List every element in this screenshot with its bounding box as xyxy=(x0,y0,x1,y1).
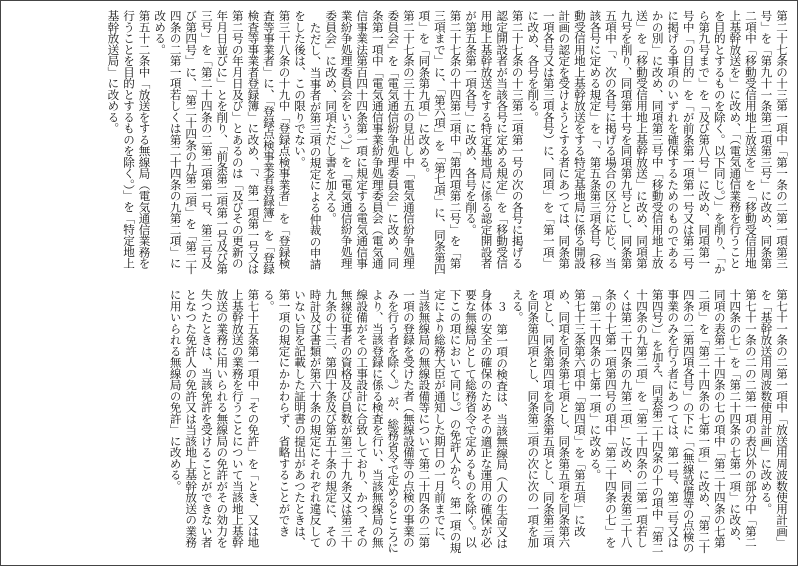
lower-text-block xyxy=(13,289,789,557)
upper-text-block xyxy=(13,10,789,275)
paragraph: 第七十三条第六項中「第四項」を「第五項」に改め、同項を同条第七項とし、同条第五項を同条第六項とし、同条第四項を同条第五項とし、同条第三項を同条第四項とし、同条第二項の次に次の一項を加える。 xyxy=(510,289,587,548)
added-clause: ３ 第一項の検査は、当該無線局（人の生命又は身体の安全の確保のためその適正な運用の確保が必要な無線局として総務省令で定めるものを除く。以下この項において同じ。）の免許人から、第一項の規定により総務大臣が通知した期日の一月前までに、当該無線局の無線設備等について第二十四条の二第一項の登録を受けた者（無線設備等の点検の事業のみを行う者を除く。）が、総務省令で定めるところにより、当該登録に係る検査を行い、当該無線局の無線設備がその工事設計に合致しており、かつ、その無線従事者の資格及び員数が第三十九条又は第三十九条の十三、第四十条及び第五十条の規定に、その時計及び書類が第六十条の規定にそれぞれ違反していない旨を記載した証明書の提出があつたときは、第一項の規定にかかわらず、省略することができる。 xyxy=(261,289,510,554)
paragraph: 第二十七条の十三第一項中「第一条の二第一項第三号」を「第九十一条第二項第三号」に改め、同条第二項中「移動受信用地上放送を」を「移動受信用地上基幹放送を」に改め、「（電気通信業務を行うことを目的とするものを除く。以下同じ。）」を削り、「から第九号まで」を「及び第八号」に改め、同項第一号中「の目的」を「が前条第一項第一号又は第二号に掲げる事項のいずれを確保するためのものであるかの別」に改め、同項第三号中「移動受信用地上放送」を「移動受信用地上基幹放送」に改め、同項第九号を削り、同項第十号を同項第九号とし、同条第五項中「、次の各号に掲げる場合の区分に応じ、当該各号に定める規定」を「、第五条第三項各号（移動受信用地上基幹放送をする特定基地局に係る開設計画の認定を受けようとする者にあつては、同条第一項各号又は第三項各号）に、同項」を「第一項」に改め、各号を削る。 xyxy=(526,10,789,274)
paragraph: 第七十五条第一項中「その免許」を「とき、又は地上基幹放送の業務を行うことについて当該地上基幹放送の業務に用いられる無線局の免許がその効力を失つたときは、当該免許を受けることができない者となつた免許人の免許又は当該地上基幹放送の業務に用いられる無線局の免許」に改める。 xyxy=(168,289,261,548)
paragraph: 第二十七条の三十五の見出し中「電気通信紛争処理委員会」を「電気通信紛争処理委員会」に改め、同条第一項中「電気通信事業紛争処理委員会（電気通信事業法第百四十四条第一項に規定する電気通信事業紛争処理委員会をいう。）」を「電気通信紛争処理委員会」に改め、同項ただし書を加える。 xyxy=(324,10,416,269)
paragraph: 第七十一条の二第一項中「放送用周波数使用計画」を「基幹放送用周波数使用計画」に改める。 xyxy=(759,289,789,548)
paragraph: 第七十一条の二の二第一項の表以外の部分中「第二十四条の七」を「第二十四条の七第一項」に改め、同項の表第二十四条の七の項中「第二十四条の七第二項」を「第二十四条の七第一項」に改め、「第二十四条の二第四項各号」の下に「（無線設備等の点検の事業のみを行う者にあつては、第一号、第二号又は第四号）」を加え、同表第二十四条の十の項中「第二十四条の九第二項」を「第二十四条の二第一項若しくは第二十四条の九第二項」に改め、同表第三十八条の十七第一項第四号の項中「第二十四条の七」を「第二十四条の七第一項」に改める。 xyxy=(588,289,758,554)
paragraph: 第二十七条の十四第二項中「第四項第二号」を「第三項まで」に、「第六項」を「第七項」に、同条第四項」を「同条第九項」に改める。 xyxy=(417,10,463,275)
proviso-text: ただし、当事者が第三項の規定による仲裁の申請をした後は、この限りでない。 xyxy=(293,10,323,270)
paragraph: 第二十七条の十三第二項第一号の次の各号に掲げる認定開設者が当該各号に定める規定」を「移動受信用地上基幹放送をする特定基地局に係る認定開設者が第五条第一項各号」に改め、各号を削る。 xyxy=(464,10,525,269)
paragraph: 第五十二条中「放送をする無線局（電気通信業務を行うことを目的とするものを除く。）」を「特定地上基幹放送局」に改める。 xyxy=(106,10,152,269)
paragraph: 第三十八条の十九中「登録点検事業者」を「登録検査等事業者」に、「登録点検事業者登録簿」を「登録検査等事業者登録簿」に改め、「、第一項第一号又は第二号の年月日及び」とあるのは「及びその更新の年月日並びに」とを削り、「前条第二項第一号及び第三号」を「第二十四条の二第二項第一号、第三号及び第四号」に、「第二十四条の九第二項」を「第二十四条の二第一項若しくは第二十四条の九第二項」に改める。 xyxy=(153,10,292,275)
